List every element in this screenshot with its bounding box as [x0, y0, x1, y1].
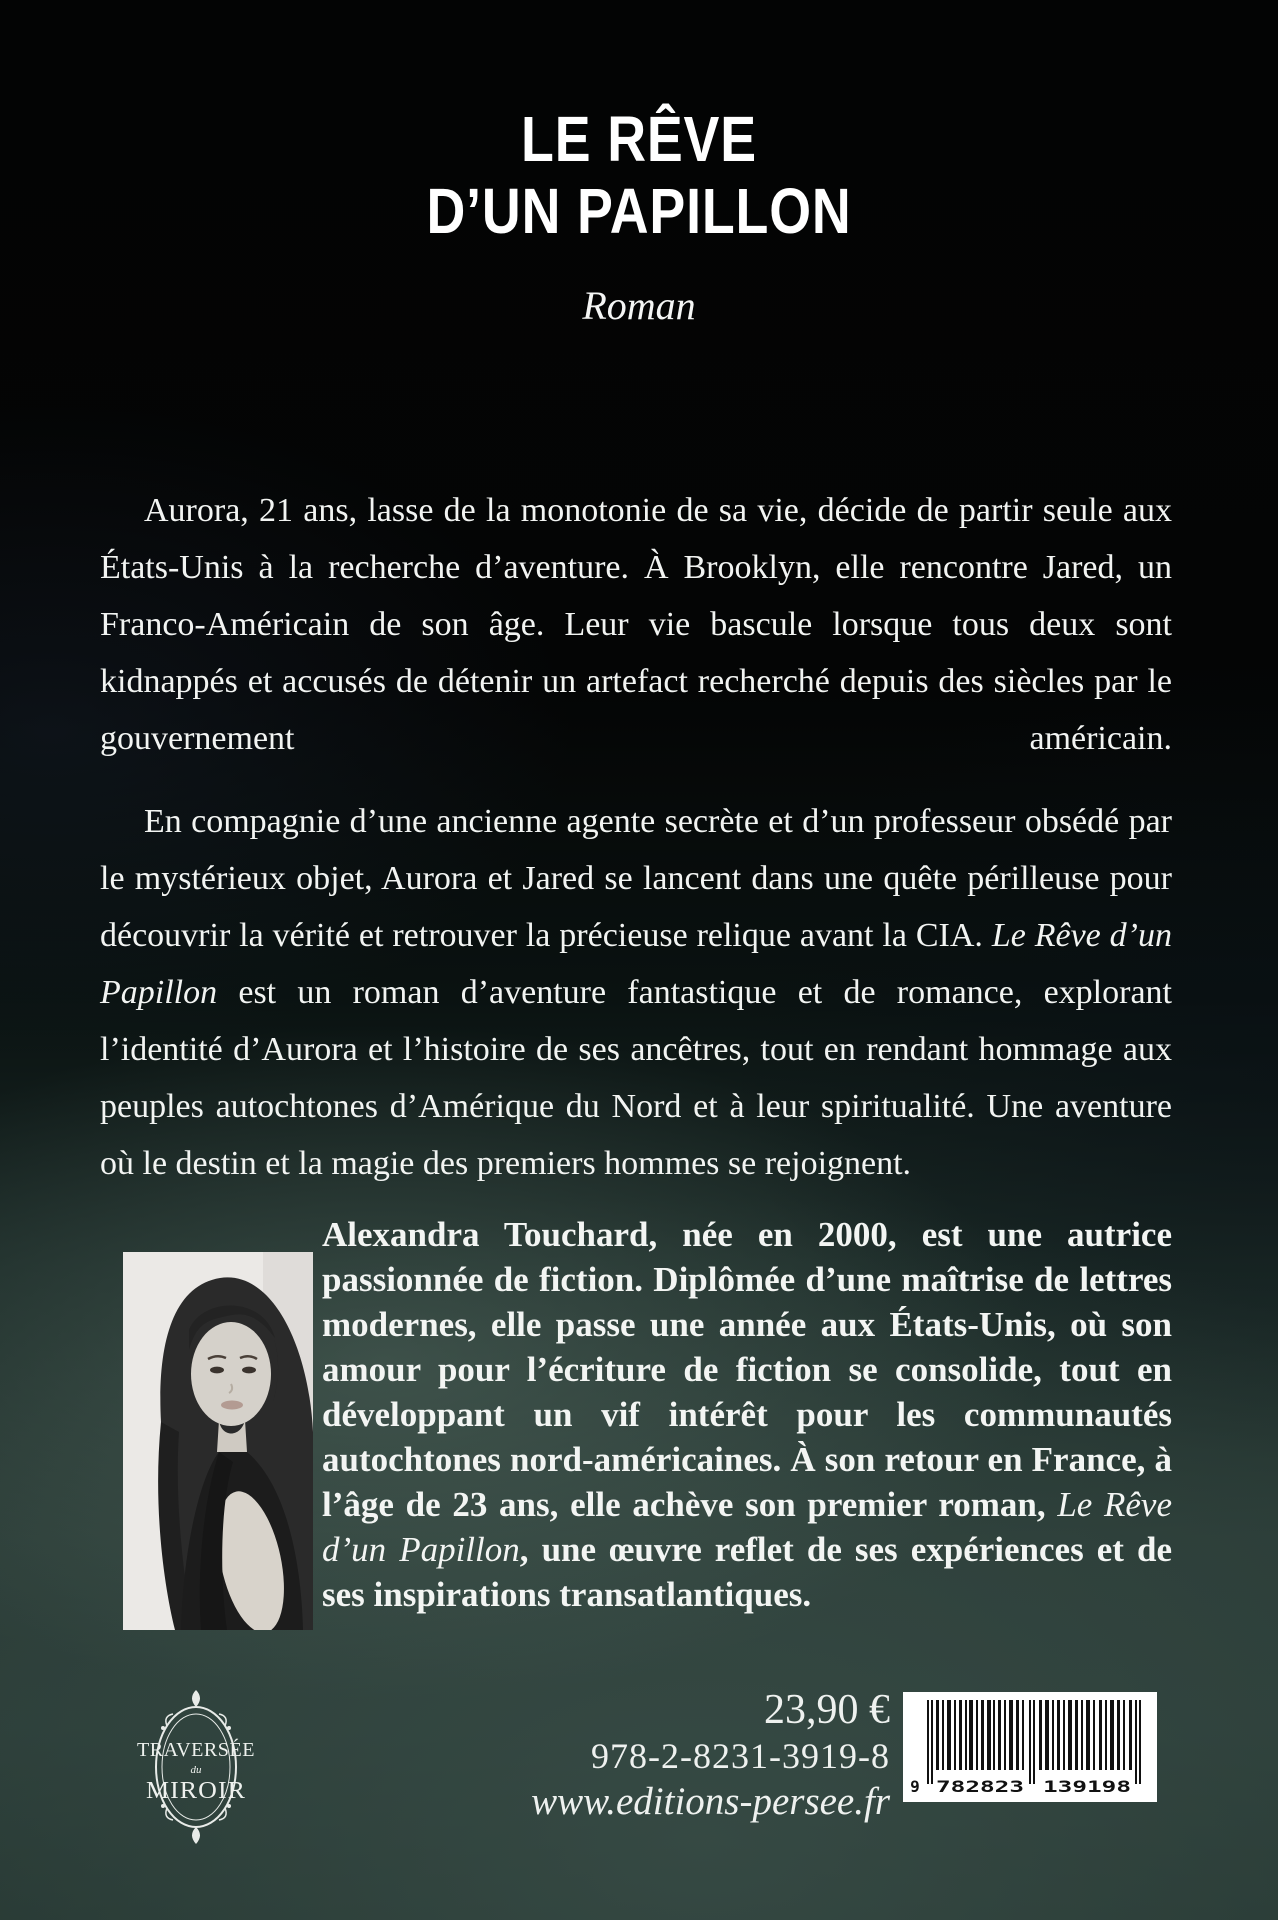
price-text: 23,90 € [764, 1687, 890, 1733]
website-text: www.editions-persee.fr [531, 1780, 890, 1823]
isbn-text: 978-2-8231-3919-8 [591, 1736, 890, 1776]
book-title-line-2: D’UN PAPILLON [426, 174, 852, 247]
book-title-line-1: LE RÊVE [521, 103, 757, 175]
synopsis-paragraph-1: Aurora, 21 ans, lasse de la monotonie de sa vie, décide de partir seule aux États-Unis à la recherche d’aventure. À Brooklyn, elle rencontre Jared, un Franco-Américain de son âge. Leur vie bascule lorsque tous deux sont kidnappés et accusés de détenir un artefact recherché depuis des siècles par le gouvernement américain. [100, 492, 1172, 757]
synopsis-para2-pre: En compagnie d’une ancienne agente secrète et d’un professeur obsédé par le mystérieux objet, Aurora et Jared se lancent dans une quête périlleuse pour découvrir la vérité et retrouver la précieuse relique avant la CIA. [100, 803, 1172, 954]
synopsis-para2-book-title: Le Rêve d’un Papillon [100, 917, 1172, 1011]
barcode-digits-group1: 782823 [936, 1777, 1024, 1796]
barcode-digits-group2: 139198 [1043, 1777, 1131, 1796]
bio-book-title: Le Rêve d’un Papillon [322, 1485, 1173, 1569]
barcode-digit-left: 9 [910, 1777, 920, 1796]
synopsis-para2-post: est un roman d’aventure fantastique et de romance, explorant l’identité d’Aurora et l’histoire de ses ancêtres, tout en rendant hommage aux peuples autochtones d’Amérique du Nord et à leur spiritualité. Une aventure où le destin et la magie des premiers hommes se rejoignent. [100, 974, 1172, 1182]
synopsis [100, 482, 1172, 1192]
logo-text-traversee: Traversée [137, 1739, 255, 1761]
publisher-logo [133, 1678, 259, 1856]
book-title [102, 104, 1176, 247]
logo-text-du: du [190, 1764, 202, 1776]
bio-pre: Alexandra Touchard, née en 2000, est une autrice passionnée de fiction. Diplômée d’une maîtrise de lettres modernes, elle passe une année aux États-Unis, où son amour pour l’écriture de fiction se consolide, tout en développant un vif intérêt pour les communautés autochtones nord-américaines. À son retour en France, à l’âge de 23 ans, elle achève son premier roman, [322, 1215, 1172, 1524]
author-portrait-photo [123, 1252, 313, 1630]
logo-text-miroir: Miroir [146, 1778, 246, 1804]
genre-subtitle: Roman [582, 283, 696, 328]
barcode [903, 1692, 1157, 1802]
pricing-block [531, 1686, 890, 1826]
author-section [100, 1212, 1172, 1630]
bio-post: , une œuvre reflet de ses expériences et de ses inspirations transatlantiques. [322, 1530, 1172, 1614]
synopsis-paragraph-2 [100, 793, 1172, 1192]
